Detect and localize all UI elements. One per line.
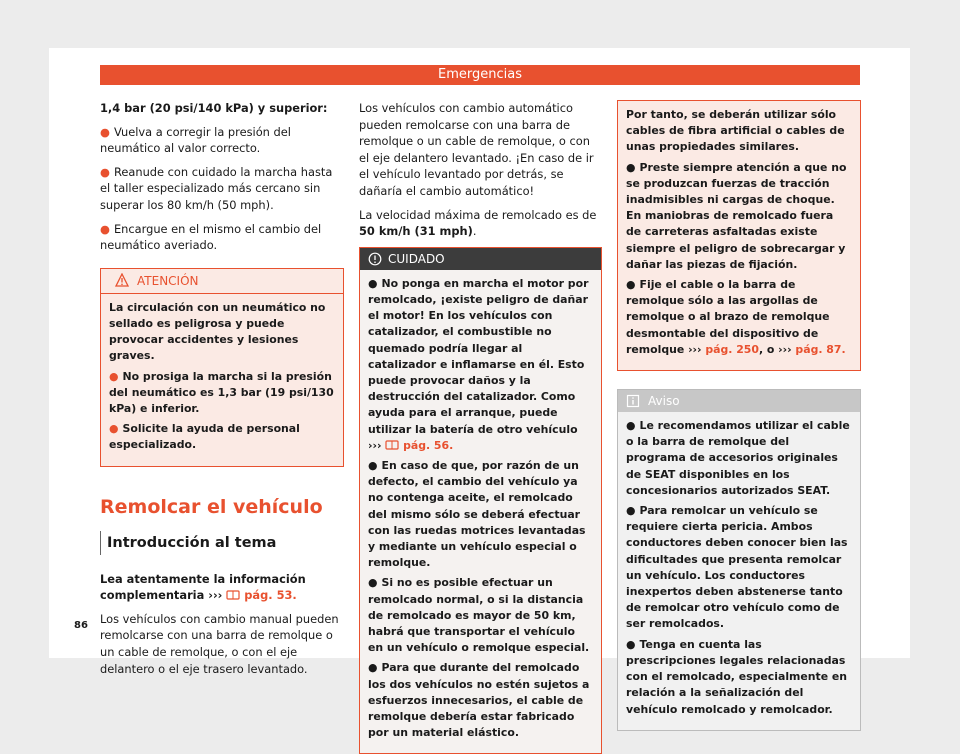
caution-circle-icon	[368, 252, 382, 266]
list-item: ● Encargue en el mismo el cambio del neumático averiado.	[100, 221, 322, 253]
warning-icon	[115, 273, 129, 287]
list-item: ● Vuelva a corregir la presión del neumático al valor correcto.	[100, 124, 291, 156]
list-item: ● No ponga en marcha el motor por remolcado, ¡existe peligro de dañar el motor! En los vehículos con catalizador, el combustible no quemado podría llegar al catalizador e inflamarse en él. Esto puede provocar daños y la destrucción del catalizador. Como ayuda para el arranque, puede utilizar la batería de otro vehículo ››› pág. 56.	[368, 276, 589, 452]
bullet-icon: ●	[109, 422, 119, 436]
list-item: ● Fije el cable o la barra de remolque sólo a las argollas de remolque o al brazo de remolque desmontable del dispositivo de remolque ››› pág. 250, o ››› pág. 87.	[626, 278, 846, 356]
list-item: ● En caso de que, por razón de un defecto, el cambio del vehículo ya no contenga aceite, el remolcado del mismo sólo se deberá efectuar con las ruedas motrices levantadas y mediante un vehículo especial o remolque.	[368, 458, 586, 570]
column-3	[617, 100, 861, 731]
page-ref-link[interactable]: pág. 87.	[795, 342, 846, 356]
cuidado-title: CUIDADO	[388, 251, 445, 266]
aviso-header	[618, 390, 860, 412]
pressure-heading: 1,4 bar (20 psi/140 kPa) y superior:	[100, 101, 328, 115]
cuidado-header	[360, 248, 601, 270]
bullet-icon: ●	[626, 637, 636, 651]
book-reference-icon	[385, 440, 399, 450]
bullet-icon: ●	[368, 276, 378, 290]
list-item: ● Le recomendamos utilizar el cable o la barra de remolque del programa de accesorios originales de SEAT disponibles en los concesionarios autorizados SEAT.	[626, 419, 850, 497]
intro-reference: Lea atentamente la información complementaria ››› pág. 53.	[100, 571, 306, 603]
page-ref-link[interactable]: pág. 53.	[244, 588, 297, 603]
atencion-title: ATENCIÓN	[137, 273, 199, 288]
cuidado-continuation-body: Por tanto, se deberán utilizar sólo cables de fibra artificial o cables de unas propiedades similares. ● Preste siempre atención a que no se produzcan fuerzas de tracción inadmisibles ni cargas de choque. En maniobras de remolcado fuera de carreteras asfaltadas existe siempre el peligro de sobrecargar y dañar las piezas de fijación. ● Fije el cable o la barra de remolque sólo a las argollas de remolque o al brazo de remolque desmontable del dispositivo de remolque ››› pág. 250, o ››› pág. 87.	[618, 101, 860, 370]
bullet-icon: ●	[626, 419, 636, 433]
list-item: ● Reanude con cuidado la marcha hasta el taller especializado más cercano sin superar los 80 km/h (50 mph).	[100, 164, 333, 212]
aviso-box	[617, 389, 861, 731]
bullet-icon: ●	[100, 164, 110, 179]
atencion-box	[100, 268, 344, 467]
bullet-icon: ●	[368, 458, 378, 472]
bullet-icon: ●	[100, 124, 110, 139]
list-item: ● Tenga en cuenta las prescripciones legales relacionadas con el remolcado, especialmente en relación a la señalización del vehículo remolcado y remolcador.	[626, 637, 848, 716]
bullet-icon: ●	[626, 278, 636, 292]
section-title: Remolcar el vehículo	[100, 495, 323, 518]
list-item: ● Preste siempre atención a que no se produzcan fuerzas de tracción inadmisibles ni cargas de choque. En maniobras de remolcado fuera de carreteras asfaltadas existe siempre el peligro de sobrecargar y dañar las piezas de fijación.	[626, 160, 847, 271]
page-ref-link[interactable]: pág. 56.	[403, 438, 454, 452]
body-paragraph: Los vehículos con cambio manual pueden remolcarse con una barra de remolque o un cable de remolque, o con el eje delantero o el eje trasero levantado.	[100, 611, 339, 676]
speed-paragraph: La velocidad máxima de remolcado es de 50 km/h (31 mph).	[359, 207, 597, 239]
bullet-icon: ●	[626, 504, 636, 518]
bullet-icon: ●	[109, 369, 119, 383]
cuidado-continuation-box	[617, 100, 861, 371]
column-2	[359, 100, 602, 754]
cuidado-box	[359, 247, 602, 754]
body-paragraph: Los vehículos con cambio automático pueden remolcarse con una barra de remolque o un cable de remolque, o con el eje delantero levantado. ¡En caso de ir el vehículo levantado por detrás, se dañaría el cambio automático!	[359, 101, 594, 198]
bullet-icon: ●	[368, 576, 378, 590]
atencion-header	[101, 269, 343, 294]
bullet-icon: ●	[100, 221, 110, 236]
aviso-body	[618, 412, 860, 730]
list-item: ● Si no es posible efectuar un remolcado normal, o si la distancia de remolcado es mayor de 50 km, habrá que transportar el vehículo en un vehículo o remolque especial.	[368, 576, 590, 655]
atencion-body: La circulación con un neumático no sellado es peligrosa y puede provocar accidentes y lesiones graves. ● No prosiga la marcha si la presión del neumático es 1,3 bar (19 psi/130 kPa) e inferior. ● Solicite la ayuda de personal especializado.	[101, 294, 343, 466]
list-item: ● No prosiga la marcha si la presión del neumático es 1,3 bar (19 psi/130 kPa) e inferior.	[109, 369, 334, 415]
info-icon	[626, 394, 640, 408]
list-item: ● Para remolcar un vehículo se requiere cierta pericia. Ambos conductores deben conocer bien las dificultades que presenta remolcar un vehículo. Los conductores inexpertos deben abstenerse tanto de remolcar otro vehículo como de ser remolcados.	[626, 504, 848, 631]
cuidado-body	[360, 270, 601, 754]
bullet-icon: ●	[626, 160, 636, 174]
aviso-title: Aviso	[648, 394, 680, 409]
sub-title: Introducción al tema	[100, 531, 344, 555]
bullet-icon: ●	[368, 661, 378, 675]
page-number: 86	[74, 620, 88, 631]
chapter-header: Emergencias	[100, 65, 860, 85]
book-reference-icon	[226, 590, 240, 600]
page-ref-link[interactable]: pág. 250	[705, 342, 759, 356]
list-item: ● Para que durante del remolcado los dos vehículos no estén sujetos a esfuerzos innecesarios, el cable de remolque debería estar fabricado por un material elástico.	[368, 661, 590, 740]
list-item: ● Solicite la ayuda de personal especializado.	[109, 422, 300, 452]
column-1	[100, 100, 344, 684]
